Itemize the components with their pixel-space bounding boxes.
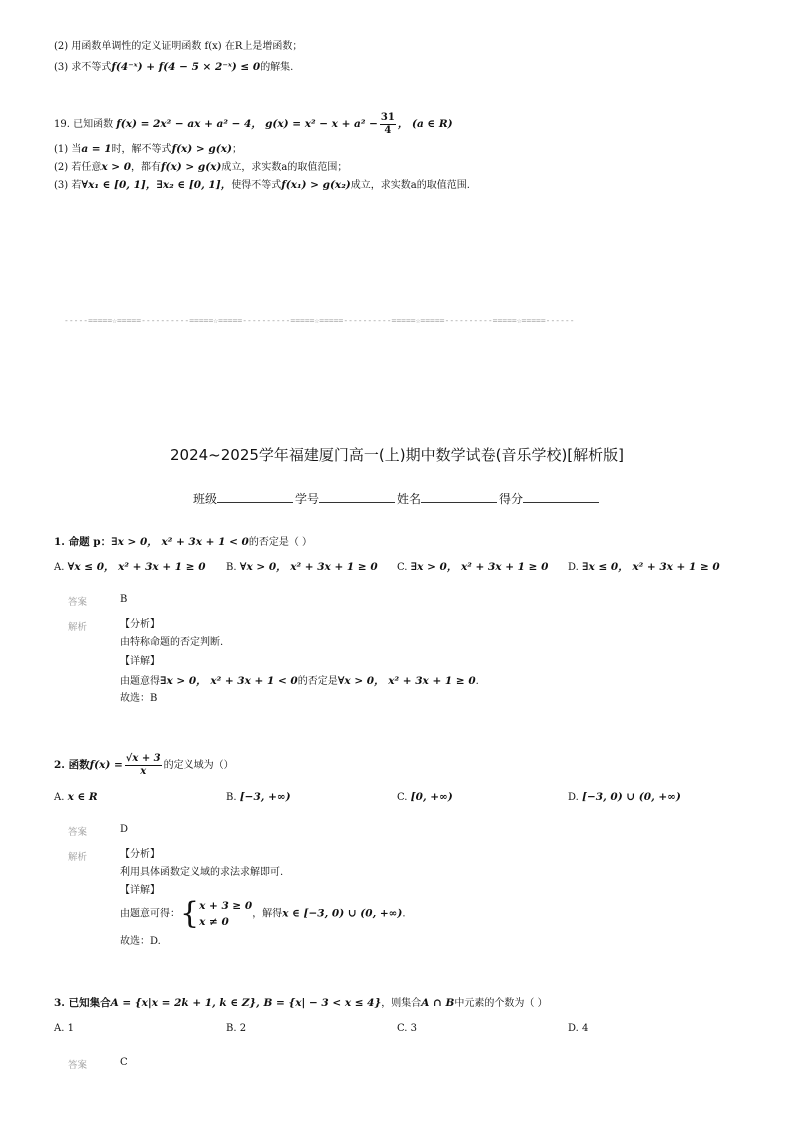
id-blank bbox=[319, 490, 395, 503]
q3-option-d: D. 4 bbox=[568, 1023, 589, 1034]
q1-option-a: A. ∀x ≤ 0， x² + 3x + 1 ≥ 0 bbox=[54, 561, 206, 573]
q2-option-d: D. [−3, 0) ∪ (0, +∞) bbox=[568, 791, 681, 803]
q19-fraction: $\frac{31}{4}$ bbox=[380, 112, 395, 136]
q1-option-c: C. ∃x > 0， x² + 3x + 1 ≥ 0 bbox=[397, 561, 549, 573]
q1-stem: 1. 命题 p：∃x > 0， x² + 3x + 1 < 0的否定是（ ） bbox=[54, 536, 313, 548]
q2-answer-label: 答案 bbox=[68, 827, 88, 838]
section-divider: -----=====☆=====----------=====☆=====----------=====☆=====----------=====☆=====----------=====☆=====------ bbox=[64, 316, 575, 325]
q1-analysis-4: 由题意得∃x > 0， x² + 3x + 1 < 0的否定是∀x > 0， x² + 3x + 1 ≥ 0. bbox=[120, 675, 479, 687]
q2-option-b: B. [−3, +∞) bbox=[226, 791, 291, 803]
q2-fraction: $\frac{√x + 3}{x}$ bbox=[125, 753, 161, 777]
student-info: 班级 学号 姓名 得分 bbox=[0, 490, 794, 507]
q19-part1: (1) 当a = 1时，解不等式f(x) > g(x)； bbox=[54, 143, 242, 155]
class-blank bbox=[217, 490, 293, 503]
q19-part3: (3) 若∀x₁ ∈ [0, 1]，∃x₂ ∈ [0, 1]，使得不等式f(x₁) > g(x₂)成立，求实数a的取值范围. bbox=[54, 179, 470, 191]
q1-option-d: D. ∃x ≤ 0， x² + 3x + 1 ≥ 0 bbox=[568, 561, 720, 573]
q3-option-b: B. 2 bbox=[226, 1023, 247, 1034]
q1-answer-label: 答案 bbox=[68, 597, 88, 608]
q18-part3: (3) 求不等式f(4⁻ˣ) + f(4 − 5 × 2⁻ˣ) ≤ 0的解集. bbox=[54, 61, 294, 73]
q2-analysis-5: 故选：D. bbox=[120, 936, 161, 947]
q2-analysis-label: 解析 bbox=[68, 852, 88, 863]
q2-answer: D bbox=[120, 824, 129, 835]
q1-analysis-5: 故选：B bbox=[120, 693, 158, 704]
q2-analysis-2: 利用具体函数定义域的求法求解即可. bbox=[120, 867, 284, 878]
q1-analysis-3: 【详解】 bbox=[120, 656, 160, 667]
q19-stem: 19. 已知函数 f(x) = 2x² − ax + a² − 4， g(x) = x² − x + a² − $\frac{31}{4}$ ， (a ∈ R) bbox=[54, 112, 453, 136]
q1-analysis-1: 【分析】 bbox=[120, 619, 160, 630]
q2-cases: x + 3 ≥ 0 x ≠ 0 bbox=[199, 900, 253, 928]
q19-part2: (2) 若任意x > 0，都有f(x) > g(x)成立，求实数a的取值范围； bbox=[54, 161, 348, 173]
exam-title: 2024~2025学年福建厦门高一(上)期中数学试卷(音乐学校)[解析版] bbox=[169, 446, 625, 464]
q18-part2: (2) 用函数单调性的定义证明函数 f(x) 在R上是增函数； bbox=[54, 41, 303, 52]
q2-option-c: C. [0, +∞) bbox=[397, 791, 453, 803]
q3-stem: 3. 已知集合A = {x|x = 2k + 1, k ∈ Z}, B = {x| − 3 < x ≤ 4}，则集合A ∩ B中元素的个数为（ ） bbox=[54, 997, 548, 1009]
name-blank bbox=[421, 490, 497, 503]
q2-option-a: A. x ∈ R bbox=[54, 791, 98, 803]
q1-analysis-label: 解析 bbox=[68, 622, 88, 633]
q2-stem: 2. 函数f(x) = $\frac{√x + 3}{x}$ 的定义域为（） bbox=[54, 753, 234, 777]
q2-analysis-1: 【分析】 bbox=[120, 849, 160, 860]
q3-answer-label: 答案 bbox=[68, 1060, 88, 1071]
q1-answer: B bbox=[120, 594, 128, 605]
q2-analysis-4: 由题意可得：{ x + 3 ≥ 0 x ≠ 0 ，解得x ∈ [−3, 0) ∪ (0, +∞). bbox=[120, 896, 406, 931]
q3-option-a: A. 1 bbox=[54, 1023, 74, 1034]
score-blank bbox=[523, 490, 599, 503]
q1-analysis-2: 由特称命题的否定判断. bbox=[120, 637, 224, 648]
q1-option-b: B. ∀x > 0， x² + 3x + 1 ≥ 0 bbox=[226, 561, 378, 573]
q2-analysis-3: 【详解】 bbox=[120, 885, 160, 896]
q3-answer: C bbox=[120, 1057, 128, 1068]
q2-brace: { bbox=[180, 896, 200, 931]
q3-option-c: C. 3 bbox=[397, 1023, 418, 1034]
